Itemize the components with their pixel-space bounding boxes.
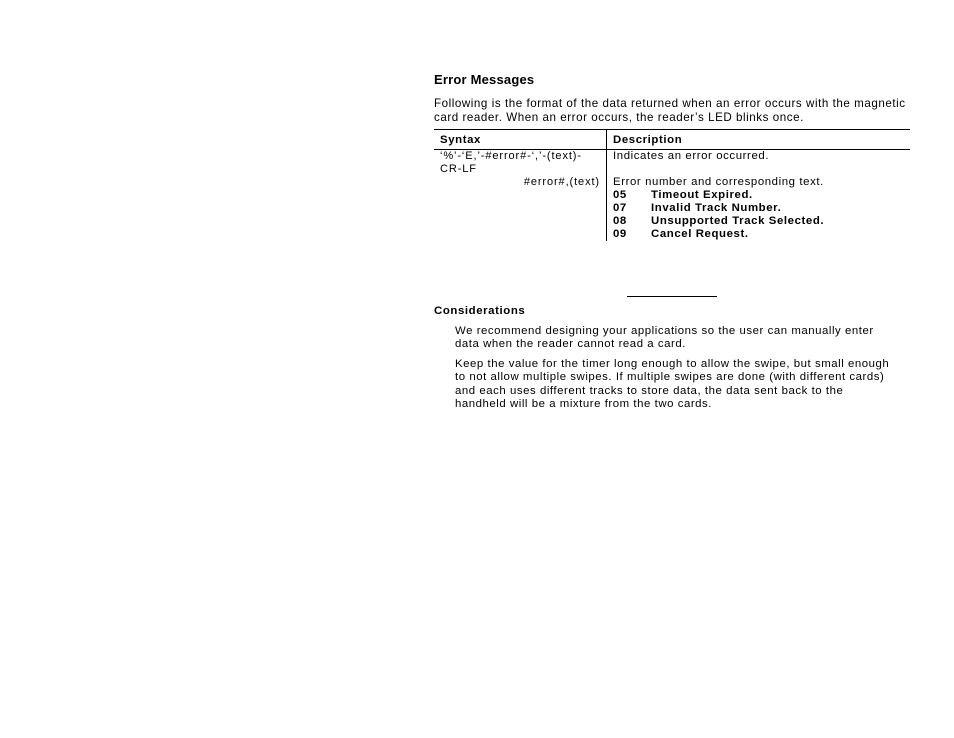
section-title: Error Messages (434, 72, 535, 87)
error-row (434, 202, 910, 215)
error-code: 09 (613, 228, 627, 240)
syntax-cell: ‘%’-‘E,’-#error#-‘,’-(text)-CR-LF (434, 150, 607, 177)
syntax-cell: #error#,(text) (434, 176, 607, 189)
error-row (434, 189, 910, 202)
error-entry (607, 202, 911, 215)
error-code: 05 (613, 189, 627, 201)
header-description: Description (607, 130, 911, 150)
error-entry (607, 189, 911, 202)
error-row (434, 228, 910, 241)
error-text: Invalid Track Number. (651, 202, 782, 214)
considerations-paragraph: We recommend designing your applications so the user can manually enter data when the reader cannot read a card. (455, 325, 874, 351)
description-cell: Error number and corresponding text. (613, 176, 824, 188)
error-row (434, 215, 910, 228)
error-entry (607, 228, 911, 241)
table-row (434, 176, 910, 189)
error-code: 08 (613, 215, 627, 227)
description-cell: Indicates an error occurred. (613, 150, 770, 162)
table-row (434, 150, 910, 177)
error-code: 07 (613, 202, 627, 214)
error-text: Unsupported Track Selected. (651, 215, 825, 227)
table-header-row (434, 130, 910, 150)
header-syntax: Syntax (434, 130, 607, 150)
syntax-table (434, 129, 910, 241)
considerations-paragraph: Keep the value for the timer long enough to allow the swipe, but small enough to not allow multiple swipes. If multiple swipes are done (with different cards) and each uses different tracks to store data, the data sent back to the handheld will be a mixture from the two cards. (455, 358, 890, 410)
error-text: Timeout Expired. (651, 189, 753, 201)
error-text: Cancel Request. (651, 228, 749, 240)
error-entry (607, 215, 911, 228)
considerations-title: Considerations (434, 305, 526, 317)
section-divider (627, 296, 717, 297)
intro-paragraph: Following is the format of the data returned when an error occurs with the magnetic card reader. When an error occurs, the reader’s LED blinks once. (434, 97, 906, 124)
